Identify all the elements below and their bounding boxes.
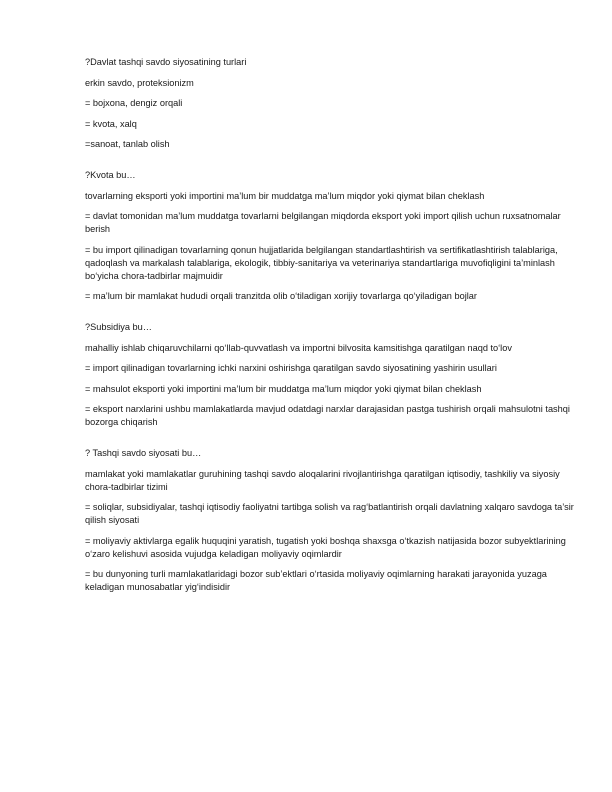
answer-option: = mahsulot eksporti yoki importini ma’lum bir muddatga ma’lum miqdor yoki qiymat bilan cheklash: [85, 383, 482, 394]
answer-option: = ma’lum bir mamlakat hududi orqali tranzitda olib o‘tiladigan xorijiy tovarlarga qo‘yiladigan bojlar: [85, 291, 477, 301]
answer-option: = import qilinadigan tovarlarning ichki narxini oshirishga qaratilgan savdo siyosatining yashirin usullari: [85, 363, 497, 373]
question-text: ?Davlat tashqi savdo siyosatining turlari: [85, 57, 247, 67]
answer-option: =sanoat, tanlab olish: [85, 139, 170, 149]
question-block: [85, 56, 575, 151]
document-content: [85, 56, 575, 602]
question-block: [85, 321, 575, 429]
answer-option: = bu import qilinadigan tovarlarning qonun hujjatlarida belgilangan standartlashtirish va sertifikatlashtirish talablariga, qadoqlash va markalash talablariga, ekologik, tibbiy-sanitariya va veterinariya standartlariga muvofiqligini ta’minlash bo‘yicha chora-tadbirlar majmuidir: [85, 244, 558, 281]
answer-option: = bu dunyoning turli mamlakatlaridagi bozor sub’ektlari o‘rtasida moliyaviy oqimlarning harakati jarayonida yuzaga keladigan munosabatlar yig‘indisidir: [85, 569, 547, 592]
answer-option: mahalliy ishlab chiqaruvchilarni qo‘llab-quvvatlash va importni bilvosita kamsitishga qaratilgan naqd to‘lov: [85, 342, 512, 353]
answer-option: = kvota, xalq: [85, 118, 137, 129]
answer-option: mamlakat yoki mamlakatlar guruhining tashqi savdo aloqalarini rivojlantirishga qaratilgan iqtisodiy, tashkiliy va siyosiy chora-tadbirlar tizimi: [85, 468, 560, 492]
question-block: [85, 169, 575, 303]
answer-option: = soliqlar, subsidiyalar, tashqi iqtisodiy faoliyatni tartibga solish va rag‘batlantirish orqali davlatning xalqaro savdoga ta’sir qilish siyosati: [85, 502, 574, 525]
question-block: [85, 447, 575, 594]
answer-option: = davlat tomonidan ma’lum muddatga tovarlarni belgilangan miqdorda eksport yoki import qilish uchun ruxsatnomalar berish: [85, 211, 561, 234]
answer-option: = bojxona, dengiz orqali: [85, 98, 183, 108]
answer-option: = moliyaviy aktivlarga egalik huquqini yaratish, tugatish yoki boshqa shaxsga o‘tkazish natijasida bozor subyektlarining o‘zaro kelishuvi asosida vujudga keladigan moliyaviy oqimlardir: [85, 535, 566, 559]
question-text: ? Tashqi savdo siyosati bu…: [85, 448, 202, 458]
answer-option: tovarlarning eksporti yoki importini ma’lum bir muddatga ma’lum miqdor yoki qiymat bilan cheklash: [85, 190, 485, 201]
question-text: ?Kvota bu…: [85, 170, 136, 180]
answer-option: erkin savdo, proteksionizm: [85, 77, 194, 88]
question-text: ?Subsidiya bu…: [85, 322, 152, 332]
answer-option: = eksport narxlarini ushbu mamlakatlarda mavjud odatdagi narxlar darajasidan pastga tushirish orqali mahsulotni tashqi bozorga chiqarish: [85, 404, 570, 427]
